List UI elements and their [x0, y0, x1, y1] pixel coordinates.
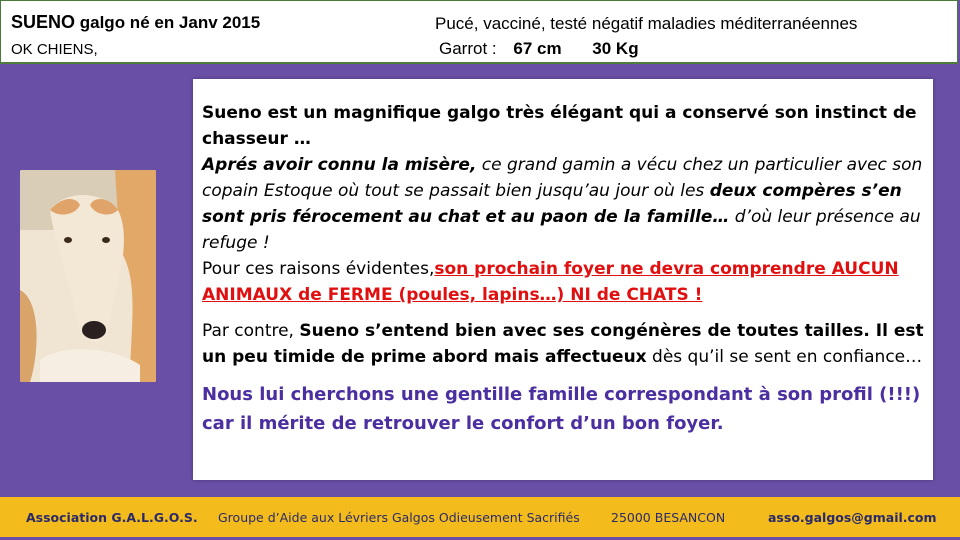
paragraph-story [202, 100, 924, 308]
description-text [202, 100, 924, 438]
dog-name: SUENO [11, 12, 76, 32]
footer-banner [0, 497, 960, 537]
association-email[interactable]: asso.galgos@gmail.com [768, 510, 937, 525]
misery-text: Aprés avoir connu la misère, [202, 155, 477, 175]
description-card [193, 79, 933, 480]
association-description: Groupe d’Aide aux Lévriers Galgos Odieusement Sacrifiés [218, 510, 580, 525]
association-city: 25000 BESANCON [611, 510, 726, 525]
height-value: 67 cm [513, 39, 562, 58]
contrast-text: Par contre, [202, 321, 300, 341]
association-name: Association G.A.L.G.O.S. [26, 510, 198, 525]
family-request: Nous lui cherchons une gentille famille correspondant à son profil (!!!) car il mérite de retrouver le confort d’un bon foyer. [202, 384, 921, 434]
dog-name-line [11, 12, 260, 33]
weight-value: 30 Kg [592, 39, 639, 58]
garrot-label: Garrot : [439, 39, 497, 58]
ok-dogs: OK CHIENS, [11, 41, 98, 58]
header-banner [0, 0, 958, 64]
health-info: Pucé, vacciné, testé négatif maladies méditerranéennes [435, 14, 858, 33]
story-text: ce grand gamin a vécu chez un particulier avec son copain Estoque où tout se passait bien jusqu’au jour où les [202, 155, 923, 201]
reasons-text: Pour ces raisons évidentes, [202, 259, 435, 279]
dog-birth: galgo né en Janv 2015 [79, 13, 261, 32]
temperament-text: Sueno s’entend bien avec ses congénères de toutes tailles. Il est un peu timide de prime abord mais affectueux [202, 321, 924, 367]
warning-text: son prochain foyer ne devra comprendre AUCUN ANIMAUX de FERME (poules, lapins…) NI de CHATS ! [202, 259, 899, 305]
refuge-text: d’où leur présence au refuge ! [202, 207, 921, 253]
intro-text: Sueno est un magnifique galgo très élégant qui a conservé son instinct de chasseur … [202, 103, 917, 149]
confidence-text: dès qu’il se sent en confiance… [646, 347, 923, 367]
dog-photo [20, 170, 156, 382]
attack-text: deux compères s’en sont pris férocement au chat et au paon de la famille… [202, 181, 902, 227]
garrot-line [439, 39, 639, 59]
paragraph-temperament [202, 318, 924, 370]
